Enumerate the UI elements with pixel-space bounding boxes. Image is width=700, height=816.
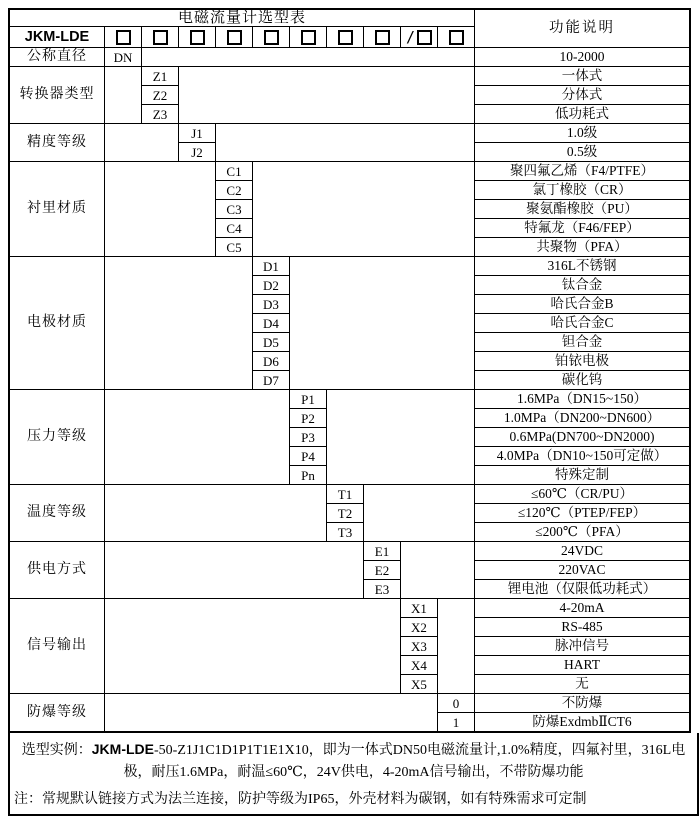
category-lining-material: 衬里材质: [10, 162, 104, 256]
code-cell-Z1: Z1: [142, 67, 178, 85]
code-cell-D4: D4: [253, 314, 289, 332]
checkbox-icon: [449, 30, 464, 45]
desc-cell-0: 不防爆: [475, 694, 689, 712]
filler: [216, 124, 474, 161]
code-cell-D3: D3: [253, 295, 289, 313]
desc-cell-X2: RS-485: [475, 618, 689, 636]
code-cell-E1: E1: [364, 542, 400, 560]
filler: [105, 485, 326, 541]
filler: [105, 599, 400, 693]
checkbox-icon: [417, 30, 432, 45]
code-cell-Z3: Z3: [142, 105, 178, 123]
desc-cell-J2: 0.5级: [475, 143, 689, 161]
filler: [142, 48, 474, 66]
remark-note: 注：常规默认链接方式为法兰连接，防护等级为IP65，外壳材料为碳钢，如有特殊需求可定制: [14, 792, 587, 807]
checkbox-icon: [153, 30, 168, 45]
code-cell-C4: C4: [216, 219, 252, 237]
desc-cell-D1: 316L不锈钢: [475, 257, 689, 275]
model-digit-box-2: [142, 27, 178, 47]
code-cell-D1: D1: [253, 257, 289, 275]
filler: [290, 257, 474, 389]
desc-cell-D3: 哈氏合金B: [475, 295, 689, 313]
category-converter-type: 转换器类型: [10, 67, 104, 123]
model-digit-box-9: [401, 27, 437, 47]
code-cell-J2: J2: [179, 143, 215, 161]
code-cell-X1: X1: [401, 599, 437, 617]
checkbox-icon: [264, 30, 279, 45]
code-cell-T1: T1: [327, 485, 363, 503]
code-cell-Z2: Z2: [142, 86, 178, 104]
desc-cell-C5: 共聚物（PFA）: [475, 238, 689, 256]
code-cell-J1: J1: [179, 124, 215, 142]
code-cell-C3: C3: [216, 200, 252, 218]
slash-separator: /: [405, 27, 416, 46]
desc-cell-T2: ≤120℃（PTEP/FEP）: [475, 504, 689, 522]
desc-cell-Z3: 低功耗式: [475, 105, 689, 123]
code-cell-C2: C2: [216, 181, 252, 199]
category-accuracy-class: 精度等级: [10, 124, 104, 161]
filler: [179, 67, 474, 123]
desc-cell-D2: 钛合金: [475, 276, 689, 294]
desc-cell-E1: 24VDC: [475, 542, 689, 560]
desc-cell-D6: 铂铱电极: [475, 352, 689, 370]
desc-cell-X3: 脉冲信号: [475, 637, 689, 655]
selection-example-note: [14, 738, 693, 784]
code-cell-D2: D2: [253, 276, 289, 294]
code-cell-P3: P3: [290, 428, 326, 446]
desc-cell-Z1: 一体式: [475, 67, 689, 85]
category-pressure-rating: 压力等级: [10, 390, 104, 484]
code-cell-E2: E2: [364, 561, 400, 579]
category-signal-output: 信号输出: [10, 599, 104, 693]
model-digit-box-5: [253, 27, 289, 47]
filler: [105, 542, 363, 598]
category-electrode-material: 电极材质: [10, 257, 104, 389]
code-cell-C1: C1: [216, 162, 252, 180]
code-cell-X5: X5: [401, 675, 437, 693]
code-cell-D6: D6: [253, 352, 289, 370]
code-cell-T2: T2: [327, 504, 363, 522]
filler: [438, 599, 474, 693]
selection-table: [8, 8, 691, 733]
table-title: 电磁流量计选型表: [10, 10, 474, 26]
model-digit-box-10: [438, 27, 474, 47]
desc-cell-T1: ≤60℃（CR/PU）: [475, 485, 689, 503]
checkbox-icon: [190, 30, 205, 45]
model-digit-box-4: [216, 27, 252, 47]
notes-panel: [8, 733, 699, 816]
desc-cell-X5: 无: [475, 675, 689, 693]
desc-cell-P3: 0.6MPa(DN700~DN2000): [475, 428, 689, 446]
desc-cell-J1: 1.0级: [475, 124, 689, 142]
filler: [105, 390, 289, 484]
code-cell-E3: E3: [364, 580, 400, 598]
filler: [401, 542, 474, 598]
category-explosion-proof-rating: 防爆等级: [10, 694, 104, 731]
desc-cell-C1: 聚四氟乙烯（F4/PTFE）: [475, 162, 689, 180]
desc-cell-D5: 钽合金: [475, 333, 689, 351]
model-digit-box-6: [290, 27, 326, 47]
model-digit-box-3: [179, 27, 215, 47]
desc-cell-X4: HART: [475, 656, 689, 674]
desc-cell-E2: 220VAC: [475, 561, 689, 579]
code-cell-X2: X2: [401, 618, 437, 636]
desc-cell-C3: 聚氨酯橡胶（PU）: [475, 200, 689, 218]
code-cell-DN: DN: [105, 48, 141, 66]
model-digit-box-1: [105, 27, 141, 47]
desc-cell-C2: 氯丁橡胶（CR）: [475, 181, 689, 199]
code-cell-X3: X3: [401, 637, 437, 655]
checkbox-icon: [116, 30, 131, 45]
desc-cell-P1: 1.6MPa（DN15~150）: [475, 390, 689, 408]
checkbox-icon: [375, 30, 390, 45]
code-cell-Pn: Pn: [290, 466, 326, 484]
desc-cell-P2: 1.0MPa（DN200~DN600）: [475, 409, 689, 427]
desc-cell-D7: 碳化钨: [475, 371, 689, 389]
desc-cell-E3: 锂电池（仅限低功耗式）: [475, 580, 689, 598]
model-digit-box-8: [364, 27, 400, 47]
model-digit-box-7: [327, 27, 363, 47]
desc-cell-DN: 10-2000: [475, 48, 689, 66]
desc-cell-Pn: 特殊定制: [475, 466, 689, 484]
desc-cell-T3: ≤200℃（PFA）: [475, 523, 689, 541]
filler: [327, 390, 474, 484]
filler: [253, 162, 474, 256]
code-cell-P4: P4: [290, 447, 326, 465]
desc-cell-Z2: 分体式: [475, 86, 689, 104]
example-model-code: JKM-LDE: [91, 741, 154, 757]
filler: [105, 67, 141, 123]
category-nominal-diameter: 公称直径: [10, 48, 104, 66]
filler: [364, 485, 474, 541]
filler: [105, 257, 252, 389]
code-cell-P2: P2: [290, 409, 326, 427]
code-cell-C5: C5: [216, 238, 252, 256]
desc-cell-D4: 哈氏合金C: [475, 314, 689, 332]
checkbox-icon: [227, 30, 242, 45]
filler: [105, 694, 437, 731]
code-cell-D7: D7: [253, 371, 289, 389]
desc-cell-C4: 特氟龙（F46/FEP）: [475, 219, 689, 237]
code-cell-T3: T3: [327, 523, 363, 541]
code-cell-0: 0: [438, 694, 474, 712]
filler: [105, 124, 178, 161]
desc-cell-X1: 4-20mA: [475, 599, 689, 617]
checkbox-icon: [338, 30, 353, 45]
desc-cell-P4: 4.0MPa（DN10~150可定做）: [475, 447, 689, 465]
desc-cell-1: 防爆ExdmbⅡCT6: [475, 713, 689, 731]
example-text: -50-Z1J1C1D1P1T1E1X10，即为一体式DN50电磁流量计,1.0%精度，四氟衬里，316L电极，耐压1.6MPa，耐温≤60℃，24V供电，4-20mA信号输出，不带防爆功能: [123, 743, 686, 780]
category-power-supply: 供电方式: [10, 542, 104, 598]
code-cell-D5: D5: [253, 333, 289, 351]
example-prefix: 选型实例：: [21, 743, 92, 758]
code-cell-P1: P1: [290, 390, 326, 408]
code-cell-X4: X4: [401, 656, 437, 674]
category-temperature-rating: 温度等级: [10, 485, 104, 541]
filler: [105, 162, 215, 256]
code-cell-1: 1: [438, 713, 474, 731]
checkbox-icon: [301, 30, 316, 45]
function-column-header: 功能说明: [475, 10, 689, 47]
model-code-prefix: JKM-LDE: [10, 27, 104, 47]
